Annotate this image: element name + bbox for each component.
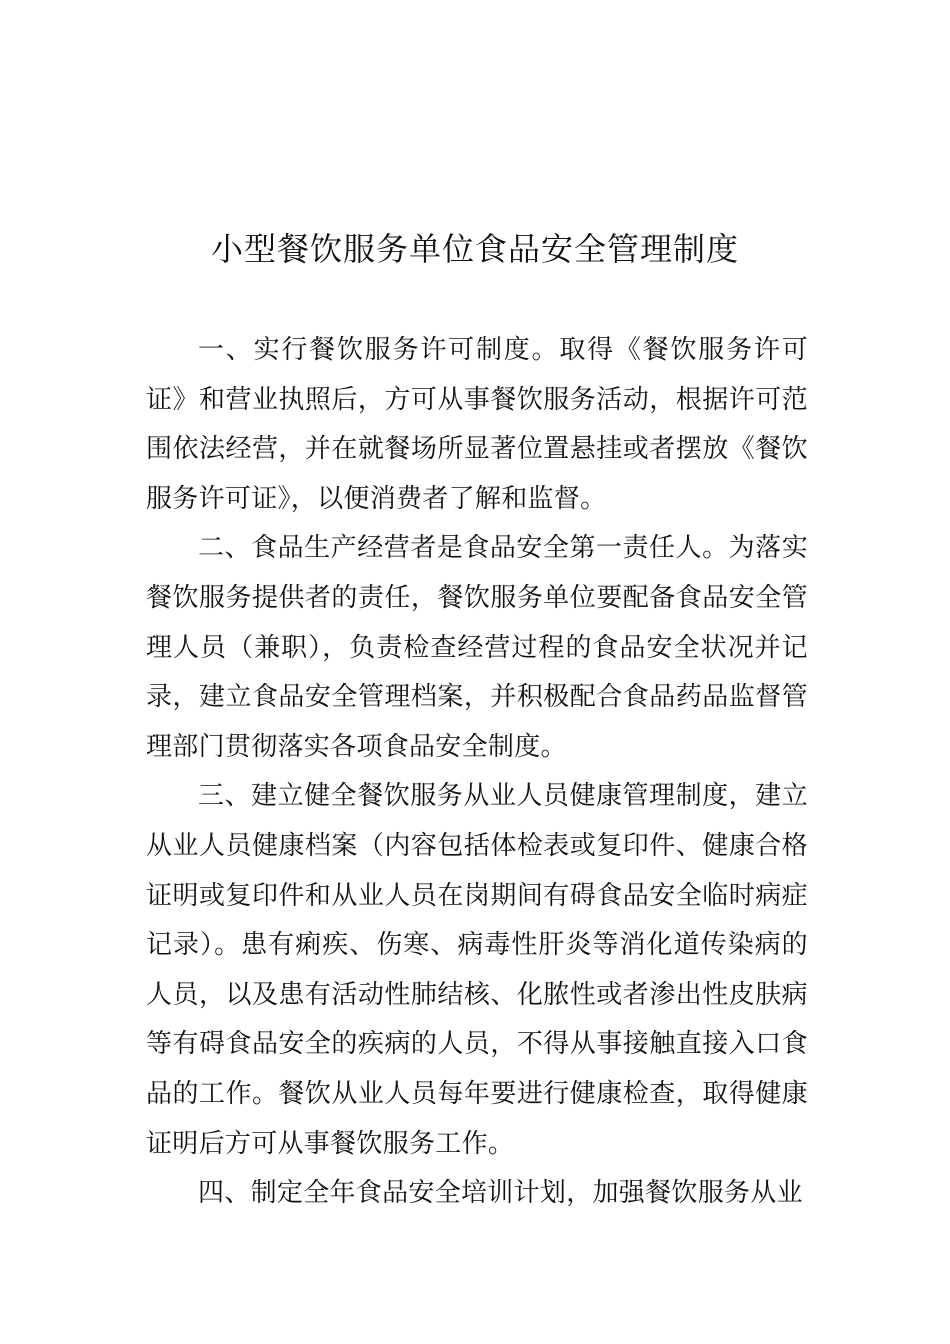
paragraph-2: 二、食品生产经营者是食品安全第一责任人。为落实餐饮服务提供者的责任，餐饮服务单位要配备食品安全管理人员（兼职），负责检查经营过程的食品安全状况并记录，建立食品安全管理档案，并积极配合食品药品监督管理部门贯彻落实各项食品安全制度。 xyxy=(146,533,808,762)
paragraph-4: 四、制定全年食品安全培训计划，加强餐饮服务从业 xyxy=(198,1178,803,1209)
paragraph-1: 一、实行餐饮服务许可制度。取得《餐饮服务许可证》和营业执照后，方可从事餐饮服务活动，根据许可范围依法经营，并在就餐场所显著位置悬挂或者摆放《餐饮服务许可证》，以便消费者了解和监督。 xyxy=(146,335,808,514)
document-body xyxy=(146,326,808,1219)
document-title: 小型餐饮服务单位食品安全管理制度 xyxy=(210,230,739,268)
paragraph-3: 三、建立健全餐饮服务从业人员健康管理制度，建立从业人员健康档案（内容包括体检表或复印件、健康合格证明或复印件和从业人员在岗期间有碍食品安全临时病症记录）。患有痢疾、伤寒、病毒性肝炎等消化道传染病的人员，以及患有活动性肺结核、化脓性或者渗出性皮肤病等有碍食品安全的疾病的人员，不得从事接触直接入口食品的工作。餐饮从业人员每年要进行健康检查，取得健康证明后方可从事餐饮服务工作。 xyxy=(146,781,808,1159)
